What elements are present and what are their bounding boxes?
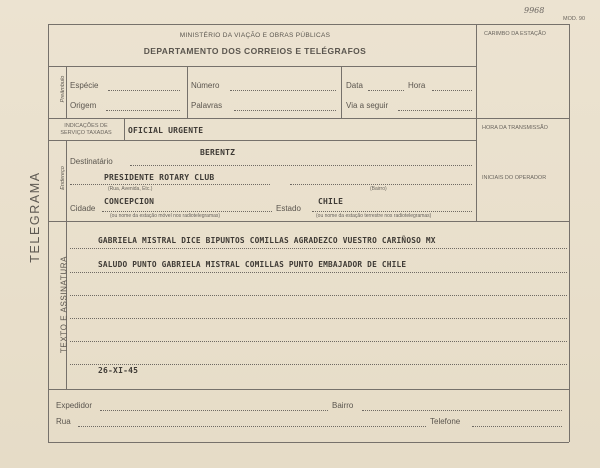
- service-top-line: [48, 118, 569, 119]
- via-field[interactable]: [398, 110, 472, 111]
- right-column-divider: [476, 24, 477, 221]
- message-rule-3: [70, 295, 567, 296]
- cidade-label: Cidade: [70, 204, 96, 213]
- district-field[interactable]: [290, 184, 472, 185]
- message-rule-6: [70, 364, 567, 365]
- expedidor-field[interactable]: [100, 410, 328, 411]
- operator-initials-label: INICIAIS DO OPERADOR: [482, 175, 547, 181]
- transmission-time-label: HORA DA TRANSMISSÃO: [482, 125, 548, 131]
- destinatario-value: BERENTZ: [200, 148, 236, 157]
- frame-left: [48, 24, 49, 442]
- service-label-divider: [124, 118, 125, 140]
- message-rule-5: [70, 341, 567, 342]
- especie-label: Espécie: [70, 81, 99, 90]
- stamp-box-label: CARIMBO DA ESTAÇÃO: [484, 31, 546, 37]
- telefone-label: Telefone: [430, 417, 461, 426]
- numero-label: Número: [191, 81, 220, 90]
- data-label: Data: [346, 81, 363, 90]
- rua-field[interactable]: [78, 426, 426, 427]
- cidade-hint: (ou nome da estação móvel nos radiotelegramas): [110, 213, 221, 219]
- especie-field[interactable]: [108, 90, 180, 91]
- preamble-label-divider: [66, 66, 67, 118]
- message-rule-2: [70, 272, 567, 273]
- bairro-field[interactable]: [362, 410, 562, 411]
- destinatario-field[interactable]: [130, 165, 472, 166]
- preamble-col-divider-2: [341, 66, 342, 118]
- palavras-field[interactable]: [234, 110, 336, 111]
- department-title: DEPARTAMENTO DOS CORREIOS E TELÉGRAFOS: [143, 46, 367, 56]
- hora-field[interactable]: [432, 90, 472, 91]
- telefone-field[interactable]: [472, 426, 562, 427]
- ministry-title: MINISTÉRIO DA VIAÇÃO E OBRAS PÚBLICAS: [179, 32, 331, 39]
- via-label: Via a seguir: [346, 101, 389, 110]
- rua-label: Rua: [56, 417, 71, 426]
- form-code: MOD. 90: [563, 16, 586, 22]
- recipient-line-value: PRESIDENTE ROTARY CLUB: [104, 173, 215, 182]
- address-section-label: Endereço: [60, 166, 66, 190]
- bairro-label: Bairro: [332, 401, 354, 410]
- message-rule-4: [70, 318, 567, 319]
- data-field[interactable]: [368, 90, 404, 91]
- preamble-col-divider-1: [187, 66, 188, 118]
- message-line-2: SALUDO PUNTO GABRIELA MISTRAL COMILLAS PUNTO EMBAJADOR DE CHILE: [98, 260, 407, 269]
- service-value: OFICIAL URGENTE: [128, 126, 204, 135]
- estado-value: CHILE: [318, 197, 344, 206]
- message-rule-1: [70, 248, 567, 249]
- palavras-label: Palavras: [191, 101, 223, 110]
- text-signature-label: TEXTO E ASSINATURA: [59, 255, 69, 354]
- cidade-value: CONCEPCION: [104, 197, 155, 206]
- preamble-section-label: Preâmbulo: [60, 75, 66, 103]
- estado-hint: (ou nome da estação terrestre nos radiotelegramas): [316, 213, 432, 219]
- street-hint: (Rua, Avenida, Etc.): [108, 186, 153, 192]
- estado-field[interactable]: [312, 211, 472, 212]
- origem-label: Origem: [70, 101, 97, 110]
- address-top-line: [48, 140, 476, 141]
- service-label-line1: INDICAÇÕES DE: [64, 123, 108, 129]
- destinatario-label: Destinatário: [70, 157, 113, 166]
- message-top-line: [48, 221, 569, 222]
- frame-bottom: [48, 442, 569, 443]
- frame-top: [48, 24, 569, 25]
- preamble-top-line: [48, 66, 476, 67]
- cidade-field[interactable]: [102, 211, 272, 212]
- origem-field[interactable]: [106, 110, 180, 111]
- message-line-1: GABRIELA MISTRAL DICE BIPUNTOS COMILLAS AGRADEZCO VUESTRO CARIÑOSO MX: [98, 236, 436, 245]
- district-hint: (Bairro): [370, 186, 387, 192]
- message-date: 26-XI-45: [98, 366, 139, 375]
- estado-label: Estado: [276, 204, 301, 213]
- numero-field[interactable]: [230, 90, 336, 91]
- archive-number: 9968: [524, 6, 545, 15]
- frame-right: [569, 24, 570, 442]
- hora-label: Hora: [408, 81, 426, 90]
- footer-top-line: [48, 389, 569, 390]
- address-label-divider: [66, 140, 67, 221]
- service-label-line2: SERVIÇO TAXADAS: [60, 130, 112, 136]
- expedidor-label: Expedidor: [56, 401, 93, 410]
- telegrama-side-title: TELEGRAMA: [28, 171, 42, 263]
- street-field[interactable]: [70, 184, 270, 185]
